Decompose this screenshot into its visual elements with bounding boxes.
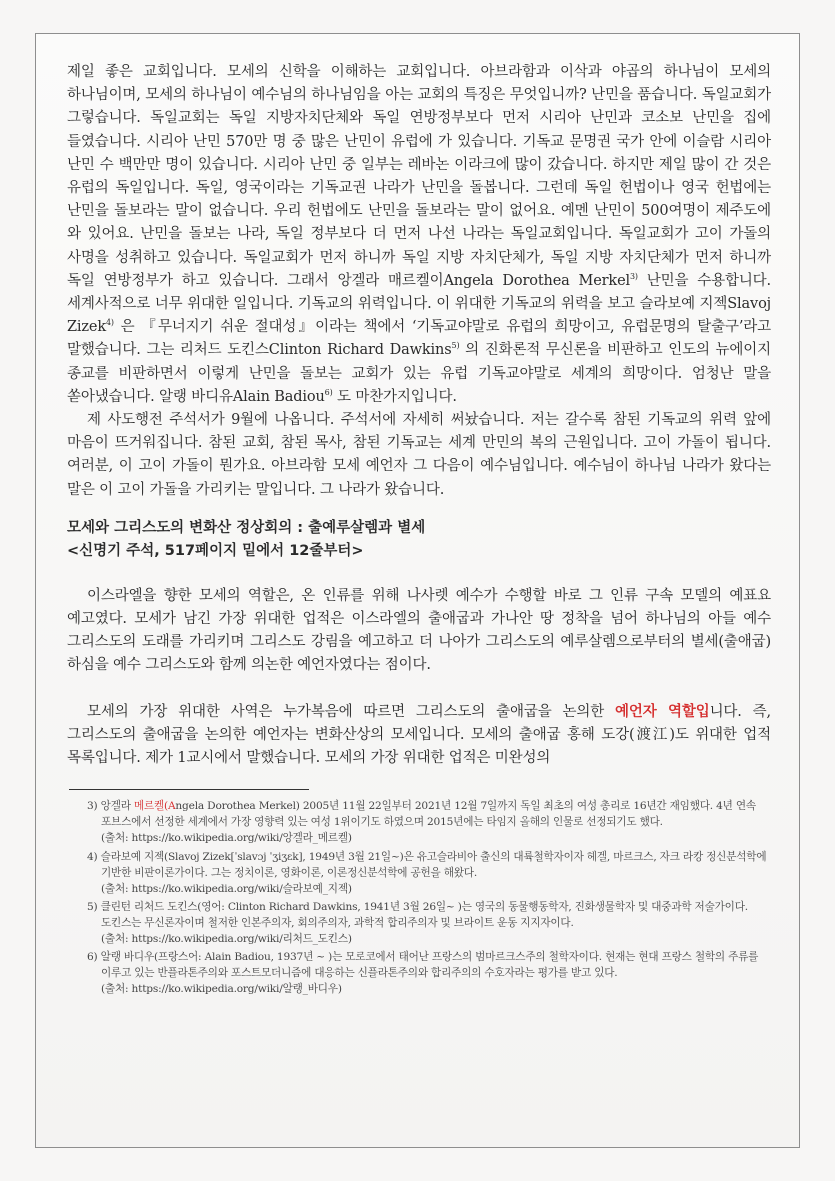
paragraph-4-text-a: 모세의 가장 위대한 사역은 누가복음에 따르면 그리스도의 출애굽을 논의한 bbox=[87, 703, 616, 720]
footnote-ref[interactable]: 5) bbox=[451, 341, 460, 351]
paragraph-1-text: 난민을 수용합니다. 세계사적으로 너무 위대한 일입니다. 기독교의 위력입니다. 이 위대한 기독교의 위력을 보고 슬라보예 지젝Slavoj Zizek bbox=[67, 272, 771, 336]
footnote-divider bbox=[69, 789, 309, 790]
page-content bbox=[67, 61, 771, 999]
footnote-pre: 앙겔라 bbox=[100, 800, 134, 813]
footnote-pre: 슬라보예 지젝(Slavoj Zizek[ˈslavɔj ˈʒiʒɛk], 1949년 3월 21일~)은 유고슬라비아 출신의 대륙철학자이자 헤겔, 마르크스, 자크 라캉 정신분석학에 기반한 비판이론가이다. 그는 정치이론, 영화이론, 이론정신분석학에 공헌을 해왔다. bbox=[100, 850, 767, 879]
footnote-num: 3) bbox=[87, 800, 98, 813]
footnote-pre: 알랭 바디우(프랑스어: Alain Badiou, 1937년 ~ )는 모로코에서 태어난 프랑스의 범마르크스주의 철학자이다. 현재는 현대 프랑스 철학의 주류를 이루고 있는 반플라톤주의와 포스트모더니즘에 대응하는 신플라톤주의와 합리주의의 수호자라는 평가를 받고 있다. bbox=[100, 951, 759, 980]
section-heading-title: 모세와 그리스도의 변화산 정상회의 : 출예루살렘과 별세 bbox=[67, 519, 426, 536]
section-heading-reference: <신명기 주석, 517페이지 밑에서 12줄부터> bbox=[67, 542, 364, 559]
paragraph-1-text: 제일 좋은 교회입니다. 모세의 신학을 이해하는 교회입니다. 아브라함과 이삭과 야곱의 하나님이 모세의 하나님이며, 모세의 하나님이 예수님의 하나님임을 아는 교회의 특징은 무엇입니까? 난민을 품습니다. 독일교회가 그렇습니다. 독일교회는 독일 지방자치단체와 독일 연방정부보다 먼저 시리아 난민과 코소보 난민을 집에 들였습니다. 시리아 난민 570만 명 중 많은 난민이 유럽에 가 있습니다. 기독교 문명권 국가 안에 이슬람 시리아 난민 수 백만만 명이 있습니다. 시리아 난민 중 일부는 레바논 이라크에 많이 갔습니다. 하지만 제일 많이 간 것은 유럽의 독일입니다. 독일, 영국이라는 기독교권 나라가 난민을 돌봅니다. 그런데 독일 헌법이나 영국 헌법에는 난민을 돌보라는 말이 없습니다. 우리 헌법에도 난민을 돌보라는 말이 없어요. 예멘 난민이 500여명이 제주도에 와 있어요. 난민을 돌보는 나라, 독일 정부보다 더 먼저 나선 나라는 독일교회입니다. 독일교회가 고이 가돌의 사명을 성취하고 있습니다. 독일교회가 먼저 하니까 독일 지방 자치단체가, 독일 지방 자치단체가 먼저 하니까 독일 연방정부가 하고 있습니다. 그래서 앙겔라 매르켈이Angela Dorothea Merkel bbox=[67, 64, 771, 289]
footnote-ref[interactable]: 4) bbox=[105, 318, 114, 328]
paragraph-1-text: 도 마찬가지입니다. bbox=[332, 388, 457, 405]
page-frame bbox=[35, 33, 800, 1148]
footnote-src[interactable]: (출처: https://ko.wikipedia.org/wiki/알랭_바디우) bbox=[101, 983, 342, 996]
section-heading bbox=[67, 517, 771, 563]
footnote-item bbox=[67, 949, 771, 997]
footnote-src[interactable]: (출처: https://ko.wikipedia.org/wiki/앙겔라_메르켈) bbox=[101, 832, 352, 845]
footnote-num: 5) bbox=[87, 900, 98, 913]
footnote-ref[interactable]: 6) bbox=[324, 388, 333, 398]
paragraph-1 bbox=[67, 61, 771, 409]
footnote-ref[interactable]: 3) bbox=[629, 272, 638, 281]
paragraph-4-text-b: 니다. 즉, 그리스도의 출애굽을 논의한 예언자는 변화산상의 모세입니다. 모세의 출애굽 홍해 도강(渡江)도 위대한 업적 목록입니다. 제가 1교시에서 말했습니다. 모세의 가장 위대한 업적은 미완성의 bbox=[67, 703, 771, 767]
paragraph-1-text: 의 진화론적 무신론을 비판하고 인도의 뉴에이지 종교를 비판하면서 이렇게 난민을 돌보는 교회가 있는 유럽 기독교야말로 세계의 희망이다. 엄청난 말을 쏟아냈습니다. 알랭 바디유Alain Badiou bbox=[67, 342, 771, 405]
paragraph-3: 이스라엘을 향한 모세의 역할은, 온 인류를 위해 나사렛 예수가 수행할 바로 그 인류 구속 모델의 예표요 예고였다. 모세가 남긴 가장 위대한 업적은 이스라엘의 출애굽과 가나안 땅 정착을 넘어 하나님의 아들 예수 그리스도의 도래를 가리키며 그리스도 강림을 예고하고 더 나아가 그리스도의 예루살렘으로부터의 별세(출애굽)하심을 예수 그리스도와 함께 의논한 예언자였다는 점이다. bbox=[67, 587, 771, 674]
footnote-item bbox=[67, 849, 771, 897]
footnote-src[interactable]: (출처: https://ko.wikipedia.org/wiki/리처드_도킨스) bbox=[101, 933, 352, 946]
emphasized-phrase: 예언자 역할입 bbox=[615, 702, 710, 720]
footnote-item bbox=[67, 899, 771, 947]
paragraph-2: 제 사도행전 주석서가 9월에 나옵니다. 주석서에 자세히 써놨습니다. 저는 갈수록 참된 기독교의 위력 앞에 마음이 뜨거워집니다. 참된 교회, 참된 목사, 참된 기독교는 세계 만민의 복의 근원입니다. 고이 가돌이 됩니다. 여러분, 이 고이 가돌이 뭔가요. 아브라함 모세 예언자 그 다음이 예수님입니다. 예수님이 하나님 나라가 왔다는 말은 이 고이 가돌을 가리키는 말입니다. 그 나라가 왔습니다. bbox=[67, 412, 771, 498]
footnote-red: 메르켈(A bbox=[133, 800, 176, 813]
footnote-num: 4) bbox=[87, 850, 98, 863]
paragraph-1-text: 은 『무너지기 쉬운 절대성』이라는 책에서 ‘기독교야말로 유럽의 희망이고, 유럽문명의 탈출구’라고 말했습니다. 그는 리처드 도킨스Clinton Richard Dawkins bbox=[67, 319, 771, 359]
footnote-pre: 클린턴 리처드 도킨스(영어: Clinton Richard Dawkins, 1941년 3월 26일~ )는 영국의 동물행동학자, 진화생물학자 및 대중과학 저술가이다. 도킨스는 무신론자이며 철저한 인본주의자, 회의주의자, 과학적 합리주의자 및 브라이트 운동 지지자이다. bbox=[100, 900, 748, 929]
footnote-post: ngela Dorothea Merkel) 2005년 11월 22일부터 2021년 12월 7일까지 독일 최초의 여성 총리로 16년간 재임했다. 4년 연속 포브스에서 선정한 세계에서 가장 영향력 있는 여성 1위이기도 하였으며 2015년에는 타임지 올해의 인물로 선정되기도 했다. bbox=[101, 800, 756, 829]
footnote-num: 6) bbox=[87, 951, 98, 964]
footnotes-section bbox=[67, 798, 771, 997]
footnote-src[interactable]: (출처: https://ko.wikipedia.org/wiki/슬라보예_지젝) bbox=[101, 882, 352, 895]
footnote-item bbox=[67, 798, 771, 846]
paragraph-4 bbox=[67, 700, 771, 771]
